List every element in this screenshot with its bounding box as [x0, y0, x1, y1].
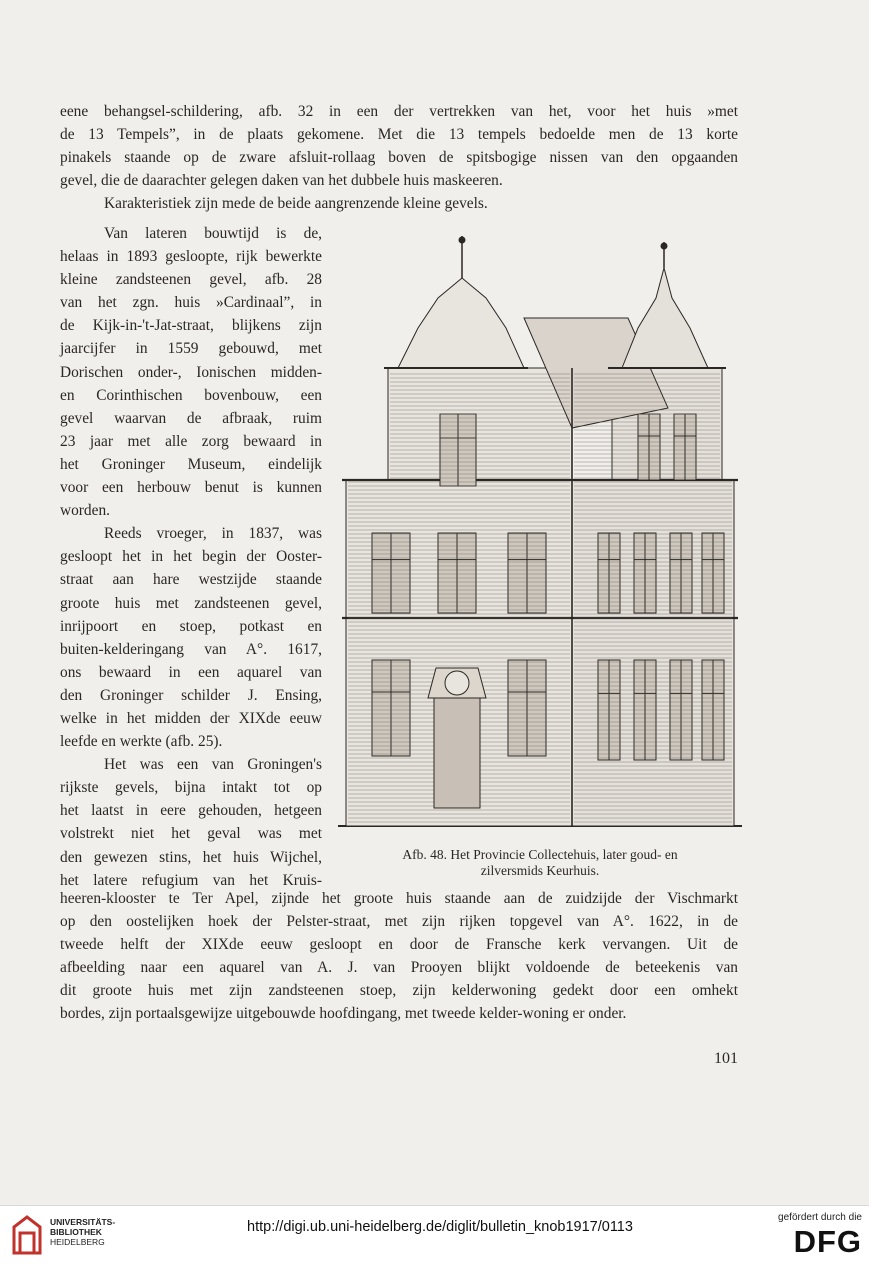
text-line: 23 jaar met alle zorg bewaard in: [60, 432, 322, 450]
text-line: volstrekt niet het geval was met: [60, 825, 322, 843]
text-line: het latere refugium van het Kruis-: [60, 871, 322, 889]
university-library-logo-icon: [10, 1213, 44, 1257]
text-line: welke in het midden der XIXde eeuw: [60, 709, 322, 727]
source-url-link[interactable]: http://digi.ub.uni-heidelberg.de/diglit/bulletin_knob1917/0113: [247, 1219, 633, 1235]
text-line: bordes, zijn portaalsgewijze uitgebouwde hoofdingang, met tweede kelder-woning er onder.: [60, 1005, 627, 1023]
figure-caption: [340, 847, 740, 879]
text-line: voor een herbouw benut is kunnen: [60, 479, 322, 497]
library-name: UNIVERSITÄTS- BIBLIOTHEK HEIDELBERG: [50, 1217, 116, 1247]
text-line: tweede helft der XIXde eeuw gesloopt en door de Fransche kerk vervangen. Uit de: [60, 936, 738, 954]
text-line: dit groote huis met zijn zandsteenen stoep, zijn kelderwoning gedekt door een omhekt: [60, 982, 738, 1000]
text-line: Reeds vroeger, in 1837, was: [104, 525, 322, 543]
text-line: heeren-klooster te Ter Apel, zijnde het groote huis staande aan de zuidzijde der Vischmarkt: [60, 890, 738, 907]
bottom-paragraph: [60, 887, 738, 1026]
text-line: groote huis met zandsteenen gevel,: [60, 594, 322, 612]
text-line: gevel waarvan de afbraak, ruim: [60, 409, 322, 427]
text-line: den Groninger schilder J. Ensing,: [60, 686, 322, 704]
text-line: den gewezen stins, het huis Wijchel,: [60, 848, 322, 866]
text-line: op den oostelijken hoek der Pelster-straat, met zijn rijken topgevel van A°. 1622, in de: [60, 913, 738, 931]
text-line: Van lateren bouwtijd is de,: [104, 225, 322, 242]
left-column-text: [60, 222, 322, 892]
text-line: gesloopt het in het begin der Ooster-: [60, 548, 322, 566]
funding-note: gefördert durch die: [778, 1212, 862, 1223]
dfg-logo: DFG: [793, 1224, 862, 1259]
text-line: het Groninger Museum, eindelijk: [60, 455, 322, 473]
text-line: pinakels staande op de zware afsluit-rollaag boven de spitsbogige nissen van den opgaanden: [60, 149, 738, 167]
text-line: gevel, die de daarachter gelegen daken van het dubbele huis maskeeren.: [60, 172, 503, 190]
caption-line: Afb. 48. Het Provincie Collectehuis, later goud- en: [402, 847, 678, 862]
text-line: inrijpoort en stoep, potkast en: [60, 617, 322, 635]
text-line: worden.: [60, 502, 111, 520]
text-line: buiten-kelderingang van A°. 1617,: [60, 640, 322, 658]
text-line: afbeelding naar een aquarel van A. J. van Prooyen blijkt voldoende de beteekenis van: [60, 959, 738, 977]
footer-bar: [0, 1205, 869, 1268]
text-line: ons bewaard in een aquarel van: [60, 663, 322, 681]
caption-line: zilversmids Keurhuis.: [480, 863, 600, 878]
text-line: kleine zandsteenen gevel, afb. 28: [60, 271, 322, 289]
text-line: Karakteristiek zijn mede de beide aangrenzende kleine gevels.: [104, 195, 488, 213]
text-line: eene behangsel-schildering, afb. 32 in een der vertrekken van het, voor het huis »met: [60, 103, 738, 120]
text-line: helaas in 1893 gesloopte, rijk bewerkte: [60, 248, 322, 266]
text-line: straat aan hare westzijde staande: [60, 571, 322, 589]
text-line: jaarcijfer in 1559 gebouwd, met: [60, 340, 322, 358]
top-paragraph: [60, 100, 738, 215]
page-number: 101: [714, 1050, 738, 1067]
text-line: Het was een van Groningen's: [104, 756, 322, 774]
text-line: leefde en werkte (afb. 25).: [60, 733, 223, 751]
text-line: van het zgn. huis »Cardinaal”, in: [60, 294, 322, 312]
text-line: de Kijk-in-'t-Jat-straat, blijkens zijn: [60, 317, 322, 335]
text-line: rijkste gevels, bijna intakt tot op: [60, 779, 322, 797]
text-line: en Corinthischen bovenbouw, een: [60, 386, 322, 404]
text-line: Dorischen onder-, Ionischen midden-: [60, 363, 322, 381]
text-line: het laatst in eere gehouden, hetgeen: [60, 802, 322, 820]
building-illustration: [338, 228, 742, 840]
text-line: de 13 Tempels”, in de plaats gekomene. Met die 13 tempels bedoelde men de 13 korte: [60, 126, 738, 144]
